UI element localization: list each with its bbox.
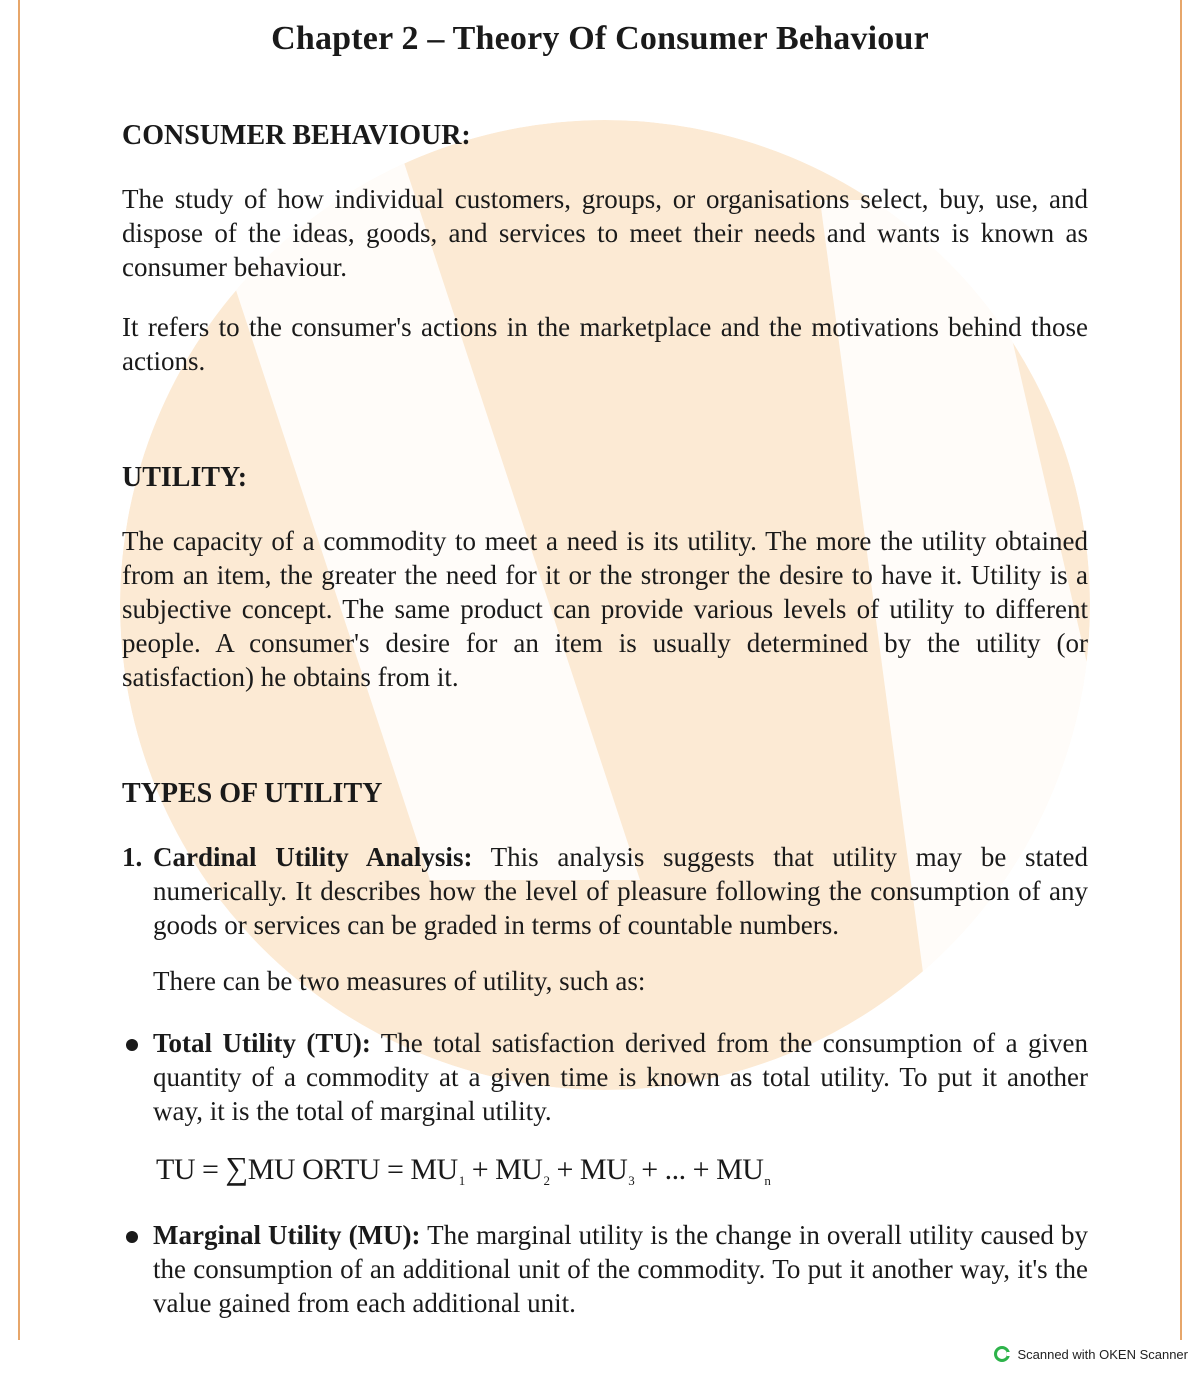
bullet-dot-icon xyxy=(126,1039,138,1051)
oken-scanner-logo-icon xyxy=(994,1346,1010,1362)
cardinal-utility-term: Cardinal Utility Analysis: xyxy=(153,842,473,872)
formula-part: + ... + MU xyxy=(634,1153,764,1186)
heading-types-of-utility: TYPES OF UTILITY xyxy=(122,778,383,809)
formula-subscript: n xyxy=(764,1173,771,1188)
scanner-footer xyxy=(994,1346,1188,1362)
sigma-icon: ∑ xyxy=(225,1150,248,1186)
bullet-total-utility xyxy=(122,1026,1088,1128)
cardinal-utility-text: This analysis suggests that utility may be stated numerically. It describes how the level of pleasure following the consumption of any goods or services can be graded in terms of countable numbers. xyxy=(153,842,1088,940)
bullet-dot-icon xyxy=(126,1231,138,1243)
formula-subscript: 3 xyxy=(628,1173,635,1188)
formula-lhs: TU = xyxy=(156,1153,226,1186)
formula-part: + MU xyxy=(549,1153,628,1186)
heading-utility: UTILITY: xyxy=(122,462,248,493)
formula-part: + MU xyxy=(464,1153,543,1186)
scanner-label: Scanned with OKEN Scanner xyxy=(1017,1346,1188,1362)
formula-subscript: 1 xyxy=(458,1173,465,1188)
page-title: Chapter 2 – Theory Of Consumer Behaviour xyxy=(271,20,929,57)
total-utility-formula xyxy=(156,1150,770,1189)
paragraph-utility-definition: The capacity of a commodity to meet a need is its utility. The more the utility obtained from an item, the greater the need for it or the stronger the desire to have it. Utility is a subjective concept. The same product can provide various levels of utility to different people. A consumer's desire for an item is usually determined by the utility (or satisfaction) he obtains from it. xyxy=(122,526,1088,692)
formula-subscript: 2 xyxy=(543,1173,550,1188)
bullet-marginal-utility xyxy=(122,1218,1088,1320)
list-item-cardinal-utility xyxy=(122,840,1088,942)
marginal-utility-term: Marginal Utility (MU): xyxy=(153,1220,421,1250)
paragraph-consumer-definition: The study of how individual customers, groups, or organisations select, buy, use, and dispose of the ideas, goods, and services to meet their needs and wants is known as consumer behaviour. xyxy=(122,184,1088,282)
paragraph-consumer-actions: It refers to the consumer's actions in the marketplace and the motivations behind those actions. xyxy=(122,312,1088,376)
measures-intro: There can be two measures of utility, such as: xyxy=(153,966,646,996)
total-utility-text: The total satisfaction derived from the consumption of a given quantity of a commodity at a given time is known as total utility. To put it another way, it is the total of marginal utility. xyxy=(153,1028,1088,1126)
total-utility-term: Total Utility (TU): xyxy=(153,1028,371,1058)
marginal-utility-text: The marginal utility is the change in overall utility caused by the consumption of an additional unit of the commodity. To put it another way, it's the value gained from each additional unit. xyxy=(153,1220,1088,1318)
formula-part: MU ORTU = MU xyxy=(247,1153,458,1186)
list-number: 1. xyxy=(122,842,143,872)
heading-consumer-behaviour: CONSUMER BEHAVIOUR: xyxy=(122,120,471,151)
